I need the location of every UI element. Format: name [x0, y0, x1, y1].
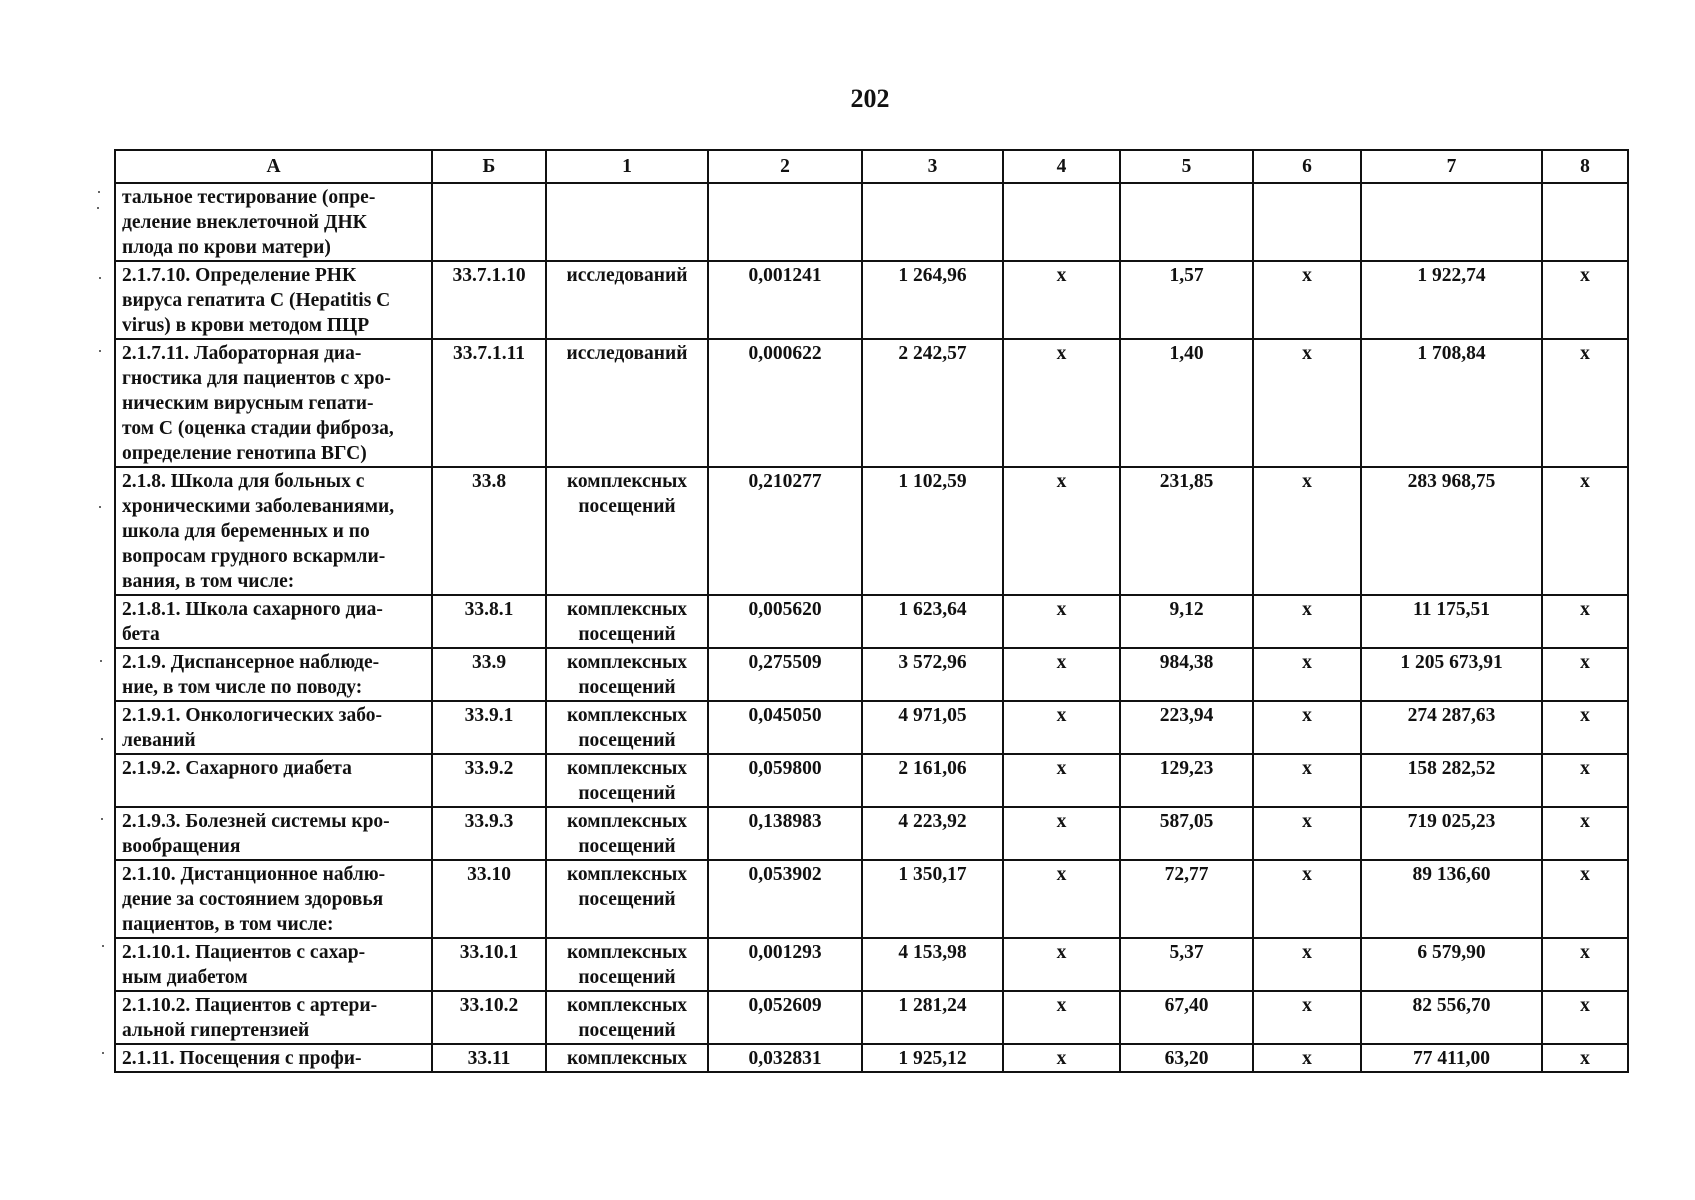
column-header: 1 — [546, 150, 708, 183]
data-cell-col-6: х — [1253, 648, 1361, 701]
data-cell-col-Б: 33.9.2 — [432, 754, 546, 807]
data-cell-col-5 — [1120, 183, 1253, 261]
row-name-line: хроническими заболеваниями, — [122, 496, 395, 517]
data-cell-col-3: 1 102,59 — [862, 467, 1003, 595]
data-cell-col-2: 0,000622 — [708, 339, 862, 467]
scan-speck — [101, 818, 103, 820]
table-row — [115, 648, 1628, 701]
row-name-cell — [115, 183, 432, 261]
data-cell-col-1: комплексных — [546, 1044, 708, 1072]
data-cell-col-7 — [1361, 183, 1542, 261]
data-cell-col-4: х — [1003, 991, 1120, 1044]
column-header: 7 — [1361, 150, 1542, 183]
data-cell-col-8: х — [1542, 938, 1628, 991]
data-cell-col-7: 11 175,51 — [1361, 595, 1542, 648]
table-header — [115, 150, 1628, 183]
data-cell-col-4: х — [1003, 595, 1120, 648]
data-cell-col-1: комплексных посещений — [546, 860, 708, 938]
row-name-line: плода по крови матери) — [122, 237, 331, 258]
data-cell-col-7: 719 025,23 — [1361, 807, 1542, 860]
table-row — [115, 467, 1628, 595]
data-cell-col-Б — [432, 183, 546, 261]
row-name-line: вопросам грудного вскармли- — [122, 546, 386, 567]
data-cell-col-7: 1 205 673,91 — [1361, 648, 1542, 701]
row-name-line: леваний — [122, 730, 196, 751]
data-cell-col-5: 587,05 — [1120, 807, 1253, 860]
data-cell-col-6: х — [1253, 261, 1361, 339]
scan-speck — [102, 1052, 104, 1054]
data-cell-col-4: х — [1003, 261, 1120, 339]
row-name-line: virus) в крови методом ПЦР — [122, 315, 370, 336]
column-header: 4 — [1003, 150, 1120, 183]
data-cell-col-2 — [708, 183, 862, 261]
data-cell-col-8: х — [1542, 339, 1628, 467]
data-cell-col-3: 1 281,24 — [862, 991, 1003, 1044]
data-cell-col-2: 0,059800 — [708, 754, 862, 807]
row-name-line: тальное тестирование (опре- — [122, 187, 376, 208]
data-cell-col-3: 1 623,64 — [862, 595, 1003, 648]
data-cell-col-1: комплексных посещений — [546, 754, 708, 807]
data-cell-col-5: 67,40 — [1120, 991, 1253, 1044]
data-cell-col-1 — [546, 183, 708, 261]
data-cell-col-1: комплексных посещений — [546, 467, 708, 595]
data-cell-col-Б: 33.11 — [432, 1044, 546, 1072]
scan-speck — [100, 660, 102, 662]
scan-speck — [97, 207, 99, 209]
row-name-line: пациентов, в том числе: — [122, 914, 334, 935]
data-cell-col-5: 223,94 — [1120, 701, 1253, 754]
table-row — [115, 261, 1628, 339]
column-header: 8 — [1542, 150, 1628, 183]
table-row — [115, 807, 1628, 860]
row-name-cell — [115, 648, 432, 701]
row-name-line: вируса гепатита С (Hepatitis C — [122, 290, 391, 311]
data-cell-col-8: х — [1542, 595, 1628, 648]
data-cell-col-4: х — [1003, 807, 1120, 860]
row-name-line: том С (оценка стадии фиброза, — [122, 418, 394, 439]
row-name-cell — [115, 807, 432, 860]
table-body — [115, 183, 1628, 1072]
row-name-cell — [115, 938, 432, 991]
data-cell-col-2: 0,138983 — [708, 807, 862, 860]
data-cell-col-7: 77 411,00 — [1361, 1044, 1542, 1072]
data-cell-col-8 — [1542, 183, 1628, 261]
row-name-cell — [115, 701, 432, 754]
row-name-cell — [115, 339, 432, 467]
row-name-cell — [115, 754, 432, 807]
header-row — [115, 150, 1628, 183]
table-row — [115, 860, 1628, 938]
row-name-cell — [115, 991, 432, 1044]
data-cell-col-8: х — [1542, 807, 1628, 860]
data-cell-col-6: х — [1253, 991, 1361, 1044]
data-cell-col-5: 63,20 — [1120, 1044, 1253, 1072]
data-cell-col-1: комплексных посещений — [546, 991, 708, 1044]
row-name-line: дение за состоянием здоровья — [122, 889, 384, 910]
data-cell-col-3: 3 572,96 — [862, 648, 1003, 701]
data-cell-col-4 — [1003, 183, 1120, 261]
column-header: 2 — [708, 150, 862, 183]
data-cell-col-6: х — [1253, 938, 1361, 991]
data-cell-col-1: исследований — [546, 339, 708, 467]
tariff-table — [114, 149, 1629, 1073]
data-cell-col-8: х — [1542, 754, 1628, 807]
data-cell-col-2: 0,045050 — [708, 701, 862, 754]
data-cell-col-Б: 33.9 — [432, 648, 546, 701]
data-cell-col-Б: 33.7.1.10 — [432, 261, 546, 339]
data-cell-col-3: 4 971,05 — [862, 701, 1003, 754]
row-name-line: определение генотипа ВГС) — [122, 443, 367, 464]
data-cell-col-5: 231,85 — [1120, 467, 1253, 595]
data-cell-col-Б: 33.10.2 — [432, 991, 546, 1044]
data-cell-col-7: 89 136,60 — [1361, 860, 1542, 938]
data-cell-col-1: комплексных посещений — [546, 648, 708, 701]
data-cell-col-4: х — [1003, 1044, 1120, 1072]
table-row — [115, 1044, 1628, 1072]
data-cell-col-1: комплексных посещений — [546, 938, 708, 991]
scan-speck — [98, 191, 100, 193]
page-number: 202 — [850, 84, 890, 113]
data-cell-col-4: х — [1003, 339, 1120, 467]
data-cell-col-2: 0,052609 — [708, 991, 862, 1044]
row-name-line: 2.1.9.1. Онкологических забо- — [122, 705, 382, 726]
data-cell-col-7: 1 922,74 — [1361, 261, 1542, 339]
data-cell-col-5: 1,40 — [1120, 339, 1253, 467]
data-cell-col-3: 1 925,12 — [862, 1044, 1003, 1072]
column-header: А — [115, 150, 432, 183]
row-name-line: ние, в том числе по поводу: — [122, 677, 363, 698]
table-row — [115, 595, 1628, 648]
row-name-line: 2.1.9.2. Сахарного диабета — [122, 758, 352, 779]
scan-speck — [99, 506, 101, 508]
data-cell-col-6: х — [1253, 339, 1361, 467]
table-row — [115, 991, 1628, 1044]
data-cell-col-5: 1,57 — [1120, 261, 1253, 339]
table-row — [115, 754, 1628, 807]
row-name-line: школа для беременных и по — [122, 521, 370, 542]
data-cell-col-4: х — [1003, 648, 1120, 701]
column-header: 6 — [1253, 150, 1361, 183]
data-cell-col-6: х — [1253, 754, 1361, 807]
scan-speck — [101, 738, 103, 740]
data-cell-col-3: 4 223,92 — [862, 807, 1003, 860]
data-cell-col-5: 72,77 — [1120, 860, 1253, 938]
data-cell-col-8: х — [1542, 648, 1628, 701]
data-cell-col-1: комплексных посещений — [546, 595, 708, 648]
data-cell-col-8: х — [1542, 860, 1628, 938]
row-name-line: вания, в том числе: — [122, 571, 295, 592]
data-cell-col-3: 2 242,57 — [862, 339, 1003, 467]
data-cell-col-2: 0,210277 — [708, 467, 862, 595]
table-row — [115, 183, 1628, 261]
data-cell-col-Б: 33.9.1 — [432, 701, 546, 754]
row-name-cell — [115, 1044, 432, 1072]
data-cell-col-5: 129,23 — [1120, 754, 1253, 807]
data-cell-col-8: х — [1542, 701, 1628, 754]
data-cell-col-2: 0,001241 — [708, 261, 862, 339]
data-cell-col-Б: 33.10.1 — [432, 938, 546, 991]
data-cell-col-3 — [862, 183, 1003, 261]
row-name-line: ническим вирусным гепати- — [122, 393, 374, 414]
row-name-line: деление внеклеточной ДНК — [122, 212, 367, 233]
data-cell-col-2: 0,001293 — [708, 938, 862, 991]
data-cell-col-5: 9,12 — [1120, 595, 1253, 648]
row-name-line: 2.1.8. Школа для больных с — [122, 471, 365, 492]
data-cell-col-4: х — [1003, 754, 1120, 807]
table-row — [115, 339, 1628, 467]
data-cell-col-2: 0,032831 — [708, 1044, 862, 1072]
data-cell-col-Б: 33.9.3 — [432, 807, 546, 860]
data-cell-col-7: 274 287,63 — [1361, 701, 1542, 754]
row-name-cell — [115, 595, 432, 648]
data-cell-col-6: х — [1253, 1044, 1361, 1072]
data-cell-col-2: 0,275509 — [708, 648, 862, 701]
data-cell-col-Б: 33.10 — [432, 860, 546, 938]
data-cell-col-1: исследований — [546, 261, 708, 339]
data-cell-col-7: 158 282,52 — [1361, 754, 1542, 807]
scan-speck — [99, 350, 101, 352]
data-cell-col-5: 5,37 — [1120, 938, 1253, 991]
data-cell-col-6: х — [1253, 701, 1361, 754]
data-cell-col-7: 82 556,70 — [1361, 991, 1542, 1044]
row-name-line: ным диабетом — [122, 967, 248, 988]
data-cell-col-8: х — [1542, 261, 1628, 339]
data-cell-col-8: х — [1542, 991, 1628, 1044]
row-name-line: бета — [122, 624, 160, 645]
row-name-line: альной гипертензией — [122, 1020, 310, 1041]
data-cell-col-4: х — [1003, 938, 1120, 991]
data-cell-col-8: х — [1542, 467, 1628, 595]
row-name-line: 2.1.10.1. Пациентов с сахар- — [122, 942, 366, 963]
data-cell-col-3: 1 264,96 — [862, 261, 1003, 339]
table-row — [115, 701, 1628, 754]
data-cell-col-8: х — [1542, 1044, 1628, 1072]
row-name-line: 2.1.10.2. Пациентов с артери- — [122, 995, 378, 1016]
row-name-line: 2.1.10. Дистанционное наблю- — [122, 864, 386, 885]
data-cell-col-7: 6 579,90 — [1361, 938, 1542, 991]
data-cell-col-6: х — [1253, 860, 1361, 938]
data-cell-col-3: 4 153,98 — [862, 938, 1003, 991]
data-cell-col-1: комплексных посещений — [546, 701, 708, 754]
column-header: 5 — [1120, 150, 1253, 183]
column-header: 3 — [862, 150, 1003, 183]
table-row — [115, 938, 1628, 991]
row-name-line: 2.1.7.11. Лабораторная диа- — [122, 343, 362, 364]
data-cell-col-6: х — [1253, 467, 1361, 595]
data-cell-col-2: 0,005620 — [708, 595, 862, 648]
data-cell-col-1: комплексных посещений — [546, 807, 708, 860]
data-cell-col-3: 2 161,06 — [862, 754, 1003, 807]
row-name-line: вообращения — [122, 836, 241, 857]
data-cell-col-6 — [1253, 183, 1361, 261]
data-cell-col-Б: 33.8 — [432, 467, 546, 595]
data-cell-col-7: 283 968,75 — [1361, 467, 1542, 595]
row-name-line: 2.1.9. Диспансерное наблюде- — [122, 652, 380, 673]
data-cell-col-3: 1 350,17 — [862, 860, 1003, 938]
data-cell-col-Б: 33.7.1.11 — [432, 339, 546, 467]
data-cell-col-4: х — [1003, 467, 1120, 595]
row-name-cell — [115, 860, 432, 938]
row-name-line: 2.1.7.10. Определение РНК — [122, 265, 357, 286]
scan-speck — [102, 945, 104, 947]
row-name-cell — [115, 467, 432, 595]
data-cell-col-Б: 33.8.1 — [432, 595, 546, 648]
row-name-cell — [115, 261, 432, 339]
row-name-line: 2.1.11. Посещения с профи- — [122, 1048, 362, 1069]
data-cell-col-4: х — [1003, 860, 1120, 938]
data-cell-col-6: х — [1253, 595, 1361, 648]
row-name-line: гностика для пациентов с хро- — [122, 368, 391, 389]
row-name-line: 2.1.9.3. Болезней системы кро- — [122, 811, 390, 832]
data-cell-col-7: 1 708,84 — [1361, 339, 1542, 467]
data-cell-col-4: х — [1003, 701, 1120, 754]
scan-speck — [99, 277, 101, 279]
data-cell-col-2: 0,053902 — [708, 860, 862, 938]
data-cell-col-6: х — [1253, 807, 1361, 860]
column-header: Б — [432, 150, 546, 183]
row-name-line: 2.1.8.1. Школа сахарного диа- — [122, 599, 383, 620]
data-cell-col-5: 984,38 — [1120, 648, 1253, 701]
